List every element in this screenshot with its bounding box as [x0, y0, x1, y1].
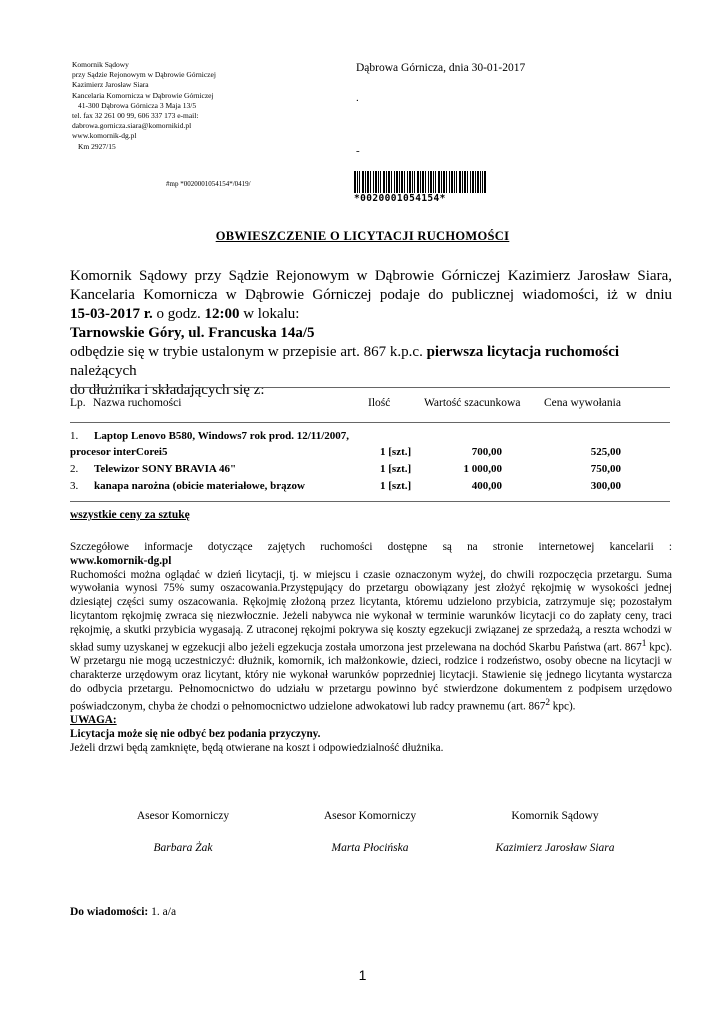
- bailiff-header: [72, 60, 216, 152]
- intro-text: należących: [70, 363, 137, 379]
- row-value: 400,00: [471, 480, 502, 492]
- intro-line: do dłużnika i składających się z:: [70, 382, 265, 398]
- row-price: 300,00: [590, 480, 621, 492]
- header-line: dabrowa.gornicza.siara@komornikid.pl: [72, 121, 192, 131]
- header-line: Kazimierz Jarosław Siara: [72, 80, 149, 90]
- auction-datetime: [70, 305, 672, 324]
- table-row: [70, 480, 78, 492]
- warning-text-bold: Licytacja może się nie odbyć bez podania przyczyny.: [70, 727, 321, 740]
- intro-line: Kancelaria Komornicza w Dąbrowie Górniczej podaje do publicznej wiadomości, iż w dniu: [70, 287, 672, 303]
- auction-type: pierwsza licytacja ruchomości: [426, 344, 620, 360]
- table-bottom-rule: [70, 501, 670, 502]
- header-line: www.komornik-dg.pl: [72, 131, 137, 141]
- col-header-price: Cena wywołania: [544, 397, 621, 409]
- row-name: kanapa narożna (obicie materiałowe, brązow: [94, 480, 305, 492]
- header-line: 41-300 Dąbrowa Górnicza 3 Maja 13/5: [78, 100, 197, 110]
- rules-text: Ruchomości można oglądać w dzień licytacji, tj. w miejscu i czasie oznaczonym wyżej, do chwili rozpoczęcia przetargu. Suma wywołania wynosi 75% sumy oszacowania.Przystępujący do przetargu obowiązany jest złożyć rękojmię w wysokości jednej dziesiątej części sumy oszacowania. Rękojmię złożoną przez licytanta, któremu udzielono przybicia, zatrzymuje się; pozostałym licytantom rękojmię zwraca się niezwłocznie. Jeżeli nabywca nie wykonał w terminie warunków licytacji co do zapłaty ceny, traci rękojmię, a skutki przybicia wygasają. Z utraconej rękojmi pokrywa się koszty egzekucji związanej ze sprzedażą, a reszta wchodzi w skład sumy uzyskanej w egzekucji albo jeżeli egzekucja została umorzona jest przelewana na dochód Skarbu Państwa (art. 867: [70, 568, 672, 654]
- row-value: 1 000,00: [463, 463, 502, 475]
- header-line: przy Sądzie Rejonowym w Dąbrowie Górniczej: [72, 70, 216, 80]
- warning-text: Jeżeli drzwi będą zamknięte, będą otwierane na koszt i odpowiedzialność dłużnika.: [70, 741, 444, 754]
- rules-text: kpc). W przetargu nie mogą uczestniczyć: dłużnik, komornik, ich małżonkowie, dzieci, rodzice i rodzeństwo, osoby obecne na licytacji w charakterze urzędowym oraz licytant, który nie wykonał warunków poprzedniej licytacji. Stawienie się jednego licytanta wystarcza do odbycia przetargu. Pełnomocnictwo do udziału w przetargu powinno być stwierdzone dokumentem z podpisem urzędowo poświadczonym, chyba że chodzi o pełnomocnictwo udzielone adwokatowi lub radcy prawnemu (art. 867: [70, 641, 672, 713]
- superscript: 1: [641, 638, 647, 649]
- signature-name: Kazimierz Jarosław Siara: [495, 842, 615, 854]
- recipients: [70, 906, 176, 918]
- intro-line: Komornik Sądowy przy Sądzie Rejonowym w Dąbrowie Górniczej Kazimierz Jarosław Siara,: [70, 268, 672, 284]
- auction-rules: [70, 569, 672, 714]
- website-link[interactable]: www.komornik-dg.pl: [70, 554, 172, 567]
- announcement-intro: [70, 267, 672, 400]
- auction-time: 12:00: [204, 306, 240, 322]
- header-line: tel. fax 32 261 00 99, 606 337 173 e-mail:: [72, 111, 199, 121]
- time-prefix: o godz.: [152, 306, 205, 322]
- warning-label: UWAGA:: [70, 714, 117, 727]
- intro-line: [70, 343, 672, 381]
- dot-mark: .: [356, 92, 359, 104]
- intro-text: odbędzie się w trybie ustalonym w przepisie art. 867 k.p.c.: [70, 344, 427, 360]
- row-number: 3.: [70, 480, 79, 492]
- row-qty: 1 [szt.]: [380, 480, 412, 492]
- row-name-cont: procesor interCorei5: [70, 446, 168, 458]
- table-header-rule: [70, 422, 670, 423]
- row-number: 2.: [70, 463, 79, 475]
- superscript: 2: [545, 697, 550, 708]
- auction-details: [70, 541, 672, 755]
- barcode-reference: #mp *0020001054154*/0419/: [166, 180, 251, 188]
- header-line: Komornik Sądowy: [72, 60, 129, 69]
- col-header-value: Wartość szacunkowa: [424, 397, 521, 409]
- auction-place: Tarnowskie Góry, ul. Francuska 14a/5: [70, 325, 315, 341]
- table-row: [70, 463, 78, 475]
- header-line: Kancelaria Komornicza w Dąbrowie Górniczej: [72, 90, 214, 100]
- col-header-qty: Ilość: [368, 397, 391, 409]
- signature-name: Marta Płocińska: [331, 842, 409, 854]
- table-row: [70, 430, 78, 442]
- row-value: 700,00: [471, 446, 502, 458]
- col-header-name: Nazwa ruchomości: [93, 397, 182, 409]
- recipients-label: Do wiadomości:: [70, 906, 149, 918]
- row-price: 750,00: [590, 463, 621, 475]
- rules-text: kpc).: [550, 700, 576, 713]
- col-header-lp: Lp.: [70, 397, 86, 409]
- auction-date: 15-03-2017 r.: [70, 306, 153, 322]
- details-intro: Szczegółowe informacje dotyczące zajętych ruchomości dostępne są na stronie internetowej kancelarii :: [70, 541, 672, 553]
- row-qty: 1 [szt.]: [380, 446, 412, 458]
- signature-role: Komornik Sądowy: [511, 810, 599, 822]
- row-name: Telewizor SONY BRAVIA 46": [94, 463, 237, 475]
- signature-name: Barbara Żak: [153, 842, 213, 854]
- place-prefix: w lokalu:: [239, 306, 300, 322]
- recipients-value: 1. a/a: [148, 906, 177, 918]
- row-name: Laptop Lenovo B580, Windows7 rok prod. 12/11/2007,: [94, 430, 350, 442]
- barcode-image: [354, 171, 486, 193]
- table-top-rule: [70, 387, 670, 388]
- date-line: Dąbrowa Górnicza, dnia 30-01-2017: [356, 62, 526, 74]
- prices-note: wszystkie ceny za sztukę: [70, 509, 190, 521]
- dash-mark: -: [356, 145, 360, 157]
- row-price: 525,00: [590, 446, 621, 458]
- barcode-text: *0020001054154*: [354, 193, 446, 204]
- signature-role: Asesor Komorniczy: [323, 810, 417, 822]
- row-qty: 1 [szt.]: [380, 463, 412, 475]
- row-number: 1.: [70, 430, 79, 442]
- document-title: OBWIESZCZENIE O LICYTACJI RUCHOMOŚCI: [215, 229, 510, 243]
- signature-role: Asesor Komorniczy: [136, 810, 230, 822]
- case-number: Km 2927/15: [78, 141, 116, 151]
- page-number: 1: [358, 967, 367, 983]
